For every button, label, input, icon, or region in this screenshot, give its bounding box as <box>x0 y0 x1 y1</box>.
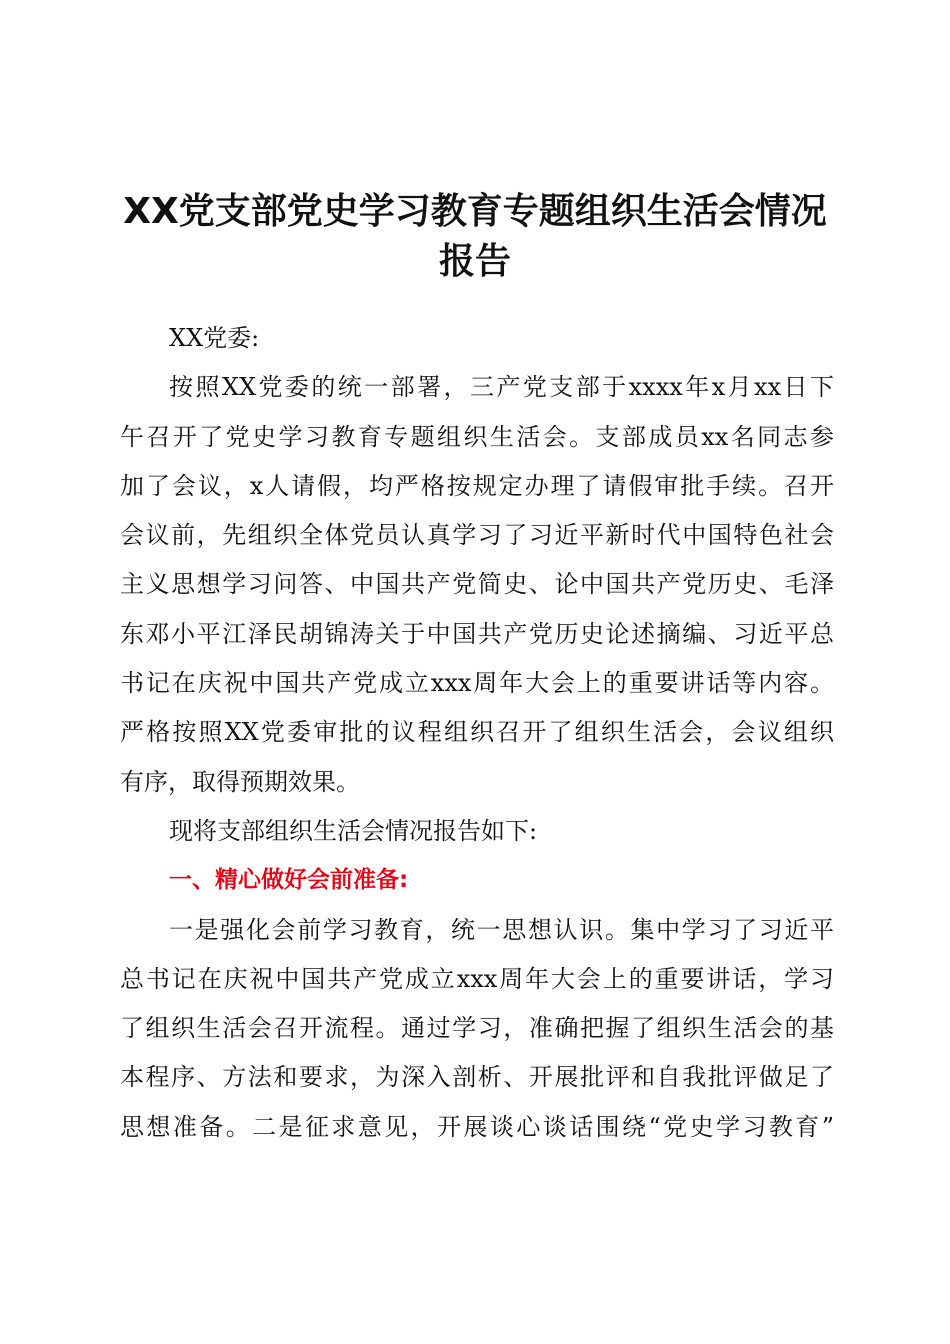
paragraph-2-line: 总书记在庆祝中国共产党成立xxx周年大会上的重要讲话，学习 <box>120 964 834 993</box>
paragraph-1-line: 午召开了党史学习教育专题组织生活会。支部成员xx名同志参 <box>120 422 834 451</box>
salutation: XX党委: <box>169 324 260 352</box>
paragraph-1-line: 会议前，先组织全体党员认真学习了习近平新时代中国特色社会 <box>120 521 834 550</box>
paragraph-1-line: 按照XX党委的统一部署，三产党支部于xxxx年x月xx日下 <box>169 373 834 402</box>
paragraph-2-line: 本程序、方法和要求，为深入剖析、开展批评和自我批评做足了 <box>120 1063 834 1092</box>
section-1-heading: 一、精心做好会前准备: <box>169 867 409 894</box>
paragraph-1-line: 有序，取得预期效果。 <box>120 767 360 796</box>
paragraph-1-line: 加了会议，x人请假，均严格按规定办理了请假审批手续。召开 <box>120 471 834 500</box>
document-title <box>100 187 850 287</box>
intro-line: 现将支部组织生活会情况报告如下: <box>169 816 538 845</box>
paragraph-1-line: 严格按照XX党委审批的议程组织召开了组织生活会，会议组织 <box>120 718 834 747</box>
paragraph-1-line: 主义思想学习问答、中国共产党简史、论中国共产党历史、毛泽 <box>120 570 834 599</box>
paragraph-1-line: 东邓小平江泽民胡锦涛关于中国共产党历史论述摘编、习近平总 <box>120 619 834 648</box>
title-line-1: XX党支部党史学习教育专题组织生活会情况 <box>123 191 827 232</box>
title-line-2: 报告 <box>438 241 511 282</box>
paragraph-2-line: 了组织生活会召开流程。通过学习，准确把握了组织生活会的基 <box>120 1014 834 1043</box>
paragraph-2-line: 一是强化会前学习教育，统一思想认识。集中学习了习近平 <box>169 915 834 944</box>
document-body <box>120 314 834 1152</box>
paragraph-1-line: 书记在庆祝中国共产党成立xxx周年大会上的重要讲话等内容。 <box>120 669 834 698</box>
paragraph-2-line: 思想准备。二是征求意见，开展谈心谈话围绕“党史学习教育” <box>120 1112 834 1141</box>
